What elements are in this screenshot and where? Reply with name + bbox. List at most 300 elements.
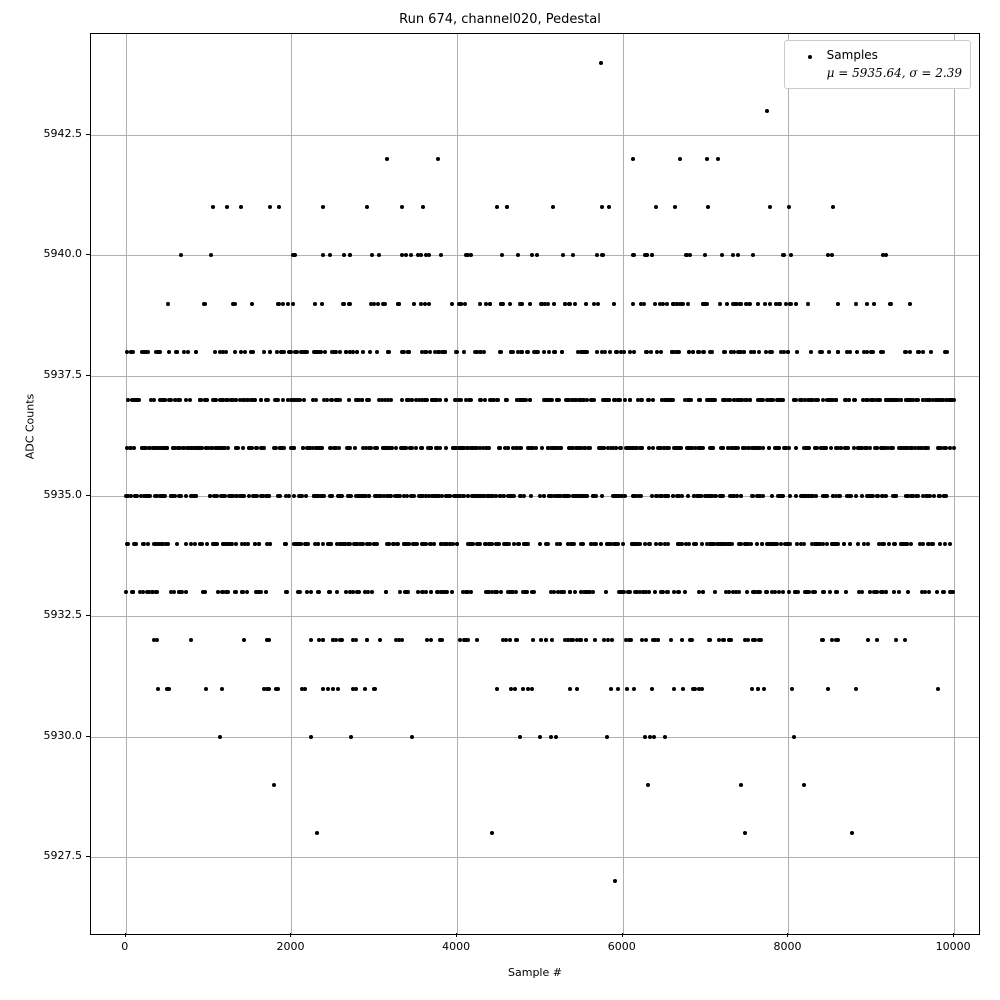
scatter-point bbox=[509, 350, 513, 354]
scatter-point bbox=[586, 446, 590, 450]
scatter-point bbox=[644, 638, 648, 642]
scatter-point bbox=[552, 302, 556, 306]
scatter-point bbox=[309, 735, 313, 739]
scatter-point bbox=[277, 302, 281, 306]
scatter-point bbox=[444, 446, 448, 450]
scatter-point bbox=[788, 494, 792, 498]
scatter-point bbox=[429, 638, 433, 642]
scatter-point bbox=[303, 542, 307, 546]
scatter-point bbox=[681, 687, 685, 691]
scatter-point bbox=[821, 398, 825, 402]
scatter-point bbox=[547, 350, 551, 354]
scatter-point bbox=[745, 590, 749, 594]
scatter-point bbox=[280, 350, 284, 354]
scatter-point bbox=[254, 590, 258, 594]
scatter-point bbox=[671, 398, 675, 402]
scatter-point bbox=[612, 302, 616, 306]
scatter-point bbox=[382, 494, 386, 498]
scatter-point bbox=[653, 590, 657, 594]
scatter-point bbox=[829, 446, 833, 450]
scatter-point bbox=[313, 302, 317, 306]
scatter-point bbox=[794, 494, 798, 498]
scatter-point bbox=[220, 590, 224, 594]
scatter-point bbox=[875, 398, 879, 402]
scatter-point bbox=[268, 350, 272, 354]
scatter-point bbox=[751, 253, 755, 257]
scatter-point bbox=[316, 542, 320, 546]
scatter-point bbox=[166, 302, 170, 306]
scatter-point bbox=[757, 350, 761, 354]
scatter-point bbox=[831, 398, 835, 402]
scatter-point bbox=[542, 494, 546, 498]
scatter-point bbox=[508, 638, 512, 642]
scatter-point bbox=[850, 831, 854, 835]
scatter-point bbox=[758, 446, 762, 450]
scatter-point bbox=[257, 542, 261, 546]
scatter-point bbox=[794, 302, 798, 306]
scatter-point bbox=[133, 494, 137, 498]
scatter-point bbox=[671, 302, 675, 306]
scatter-point bbox=[519, 350, 523, 354]
scatter-point bbox=[616, 687, 620, 691]
scatter-point bbox=[755, 542, 759, 546]
scatter-point bbox=[437, 350, 441, 354]
scatter-point bbox=[377, 253, 381, 257]
scatter-point bbox=[323, 350, 327, 354]
scatter-point bbox=[618, 446, 622, 450]
scatter-point bbox=[367, 494, 371, 498]
scatter-point bbox=[178, 398, 182, 402]
scatter-point bbox=[710, 398, 714, 402]
scatter-point bbox=[203, 590, 207, 594]
scatter-point bbox=[908, 398, 912, 402]
scatter-point bbox=[400, 205, 404, 209]
scatter-point bbox=[338, 350, 342, 354]
scatter-point bbox=[246, 542, 250, 546]
scatter-point bbox=[403, 542, 407, 546]
scatter-point bbox=[517, 542, 521, 546]
scatter-point bbox=[778, 302, 782, 306]
scatter-point bbox=[653, 302, 657, 306]
scatter-point bbox=[948, 542, 952, 546]
scatter-point bbox=[360, 398, 364, 402]
legend-label-samples: Samples bbox=[826, 48, 878, 62]
scatter-point bbox=[550, 638, 554, 642]
scatter-point bbox=[804, 590, 808, 594]
scatter-point bbox=[825, 398, 829, 402]
scatter-point bbox=[421, 205, 425, 209]
scatter-point bbox=[931, 398, 935, 402]
scatter-point bbox=[242, 638, 246, 642]
scatter-point bbox=[938, 494, 942, 498]
scatter-point bbox=[492, 398, 496, 402]
scatter-point bbox=[751, 590, 755, 594]
scatter-point bbox=[508, 302, 512, 306]
scatter-point bbox=[423, 302, 427, 306]
scatter-point bbox=[891, 446, 895, 450]
scatter-point bbox=[756, 398, 760, 402]
scatter-point bbox=[337, 446, 341, 450]
scatter-point bbox=[675, 350, 679, 354]
scatter-point bbox=[720, 253, 724, 257]
scatter-point bbox=[406, 350, 410, 354]
scatter-point bbox=[165, 446, 169, 450]
scatter-point bbox=[827, 350, 831, 354]
scatter-point bbox=[887, 542, 891, 546]
scatter-point bbox=[141, 542, 145, 546]
scatter-point bbox=[184, 494, 188, 498]
scatter-point bbox=[272, 783, 276, 787]
scatter-point bbox=[937, 398, 941, 402]
scatter-point bbox=[802, 783, 806, 787]
scatter-point bbox=[952, 446, 956, 450]
scatter-point bbox=[255, 494, 259, 498]
scatter-point bbox=[262, 350, 266, 354]
scatter-point bbox=[718, 302, 722, 306]
scatter-point bbox=[292, 398, 296, 402]
scatter-point bbox=[680, 638, 684, 642]
scatter-point bbox=[177, 494, 181, 498]
scatter-point bbox=[344, 590, 348, 594]
scatter-point bbox=[357, 590, 361, 594]
scatter-point bbox=[538, 735, 542, 739]
scatter-point bbox=[347, 398, 351, 402]
scatter-point bbox=[266, 398, 270, 402]
scatter-point bbox=[243, 350, 247, 354]
scatter-point bbox=[731, 446, 735, 450]
scatter-point bbox=[906, 494, 910, 498]
scatter-point bbox=[349, 735, 353, 739]
scatter-point bbox=[451, 542, 455, 546]
scatter-point bbox=[559, 446, 563, 450]
scatter-point bbox=[854, 302, 858, 306]
scatter-point bbox=[461, 590, 465, 594]
scatter-point bbox=[246, 398, 250, 402]
scatter-point bbox=[736, 350, 740, 354]
scatter-point bbox=[687, 542, 691, 546]
scatter-point bbox=[253, 542, 257, 546]
scatter-point bbox=[860, 590, 864, 594]
scatter-point bbox=[659, 350, 663, 354]
scatter-point bbox=[726, 446, 730, 450]
scatter-point bbox=[628, 398, 632, 402]
scatter-point bbox=[625, 687, 629, 691]
scatter-point bbox=[834, 446, 838, 450]
scatter-point bbox=[378, 638, 382, 642]
legend-label-stats: μ = 5935.64, σ = 2.39 bbox=[826, 66, 962, 80]
scatter-point bbox=[943, 542, 947, 546]
scatter-point bbox=[884, 590, 888, 594]
scatter-point bbox=[551, 446, 555, 450]
scatter-point bbox=[400, 638, 404, 642]
scatter-point bbox=[711, 446, 715, 450]
scatter-point bbox=[813, 590, 817, 594]
scatter-point bbox=[429, 590, 433, 594]
scatter-point bbox=[756, 687, 760, 691]
scatter-point bbox=[638, 542, 642, 546]
scatter-point bbox=[354, 687, 358, 691]
scatter-point bbox=[846, 446, 850, 450]
scatter-point bbox=[427, 253, 431, 257]
scatter-point bbox=[700, 542, 704, 546]
x-tick bbox=[787, 933, 788, 937]
scatter-point bbox=[260, 494, 264, 498]
scatter-point bbox=[687, 350, 691, 354]
scatter-point bbox=[404, 253, 408, 257]
scatter-point bbox=[662, 446, 666, 450]
scatter-point bbox=[330, 398, 334, 402]
scatter-point bbox=[696, 446, 700, 450]
scatter-point bbox=[790, 687, 794, 691]
scatter-point bbox=[488, 302, 492, 306]
scatter-point bbox=[365, 205, 369, 209]
scatter-point bbox=[672, 687, 676, 691]
scatter-point bbox=[763, 302, 767, 306]
scatter-point bbox=[604, 590, 608, 594]
scatter-point bbox=[852, 446, 856, 450]
scatter-point bbox=[610, 638, 614, 642]
scatter-point bbox=[500, 302, 504, 306]
scatter-point bbox=[673, 205, 677, 209]
scatter-point bbox=[132, 446, 136, 450]
scatter-point bbox=[418, 494, 422, 498]
x-tick bbox=[125, 933, 126, 937]
scatter-point bbox=[571, 253, 575, 257]
scatter-point bbox=[375, 350, 379, 354]
scatter-point bbox=[432, 542, 436, 546]
scatter-point bbox=[205, 542, 209, 546]
scatter-point bbox=[903, 350, 907, 354]
scatter-point bbox=[737, 590, 741, 594]
scatter-point bbox=[241, 446, 245, 450]
scatter-point bbox=[752, 350, 756, 354]
scatter-point bbox=[782, 350, 786, 354]
scatter-point bbox=[647, 398, 651, 402]
scatter-point bbox=[457, 398, 461, 402]
scatter-point bbox=[926, 494, 930, 498]
scatter-point bbox=[743, 831, 747, 835]
scatter-point bbox=[518, 735, 522, 739]
scatter-point bbox=[220, 687, 224, 691]
scatter-point bbox=[126, 494, 130, 498]
scatter-point bbox=[561, 253, 565, 257]
scatter-point bbox=[765, 590, 769, 594]
scatter-point bbox=[678, 157, 682, 161]
scatter-point bbox=[592, 398, 596, 402]
scatter-point bbox=[549, 590, 553, 594]
scatter-point bbox=[762, 687, 766, 691]
scatter-point bbox=[407, 542, 411, 546]
scatter-point bbox=[666, 590, 670, 594]
y-tick-label: 5927.5 bbox=[43, 848, 82, 862]
scatter-point bbox=[179, 253, 183, 257]
scatter-point bbox=[599, 61, 603, 65]
scatter-point bbox=[311, 398, 315, 402]
scatter-point bbox=[725, 302, 729, 306]
scatter-point bbox=[393, 494, 397, 498]
scatter-point bbox=[694, 542, 698, 546]
scatter-point bbox=[860, 494, 864, 498]
scatter-point bbox=[825, 542, 829, 546]
scatter-point bbox=[259, 590, 263, 594]
scatter-point bbox=[629, 638, 633, 642]
scatter-point bbox=[849, 494, 853, 498]
scatter-point bbox=[784, 302, 788, 306]
scatter-point bbox=[342, 253, 346, 257]
scatter-point bbox=[314, 446, 318, 450]
scatter-point bbox=[320, 302, 324, 306]
scatter-point bbox=[884, 253, 888, 257]
legend-marker-dot-icon bbox=[793, 46, 827, 64]
scatter-point bbox=[348, 350, 352, 354]
scatter-point bbox=[321, 687, 325, 691]
y-axis-label: ADC Counts bbox=[23, 393, 37, 460]
scatter-point bbox=[623, 494, 627, 498]
scatter-point bbox=[454, 446, 458, 450]
scatter-point bbox=[338, 494, 342, 498]
scatter-point bbox=[532, 590, 536, 594]
scatter-point bbox=[622, 590, 626, 594]
scatter-point bbox=[687, 446, 691, 450]
scatter-point bbox=[760, 542, 764, 546]
x-tick bbox=[290, 933, 291, 937]
scatter-point bbox=[514, 590, 518, 594]
scatter-point bbox=[923, 590, 927, 594]
scatter-point bbox=[696, 350, 700, 354]
scatter-point bbox=[564, 398, 568, 402]
scatter-point bbox=[528, 398, 532, 402]
scatter-point bbox=[680, 494, 684, 498]
scatter-point bbox=[609, 687, 613, 691]
scatter-point bbox=[436, 157, 440, 161]
scatter-point bbox=[405, 494, 409, 498]
scatter-point bbox=[444, 398, 448, 402]
scatter-point bbox=[184, 542, 188, 546]
scatter-point bbox=[268, 205, 272, 209]
scatter-point bbox=[282, 446, 286, 450]
scatter-point bbox=[950, 398, 954, 402]
scatter-point bbox=[455, 542, 459, 546]
scatter-point bbox=[376, 302, 380, 306]
scatter-point bbox=[843, 398, 847, 402]
scatter-point bbox=[235, 446, 239, 450]
scatter-point bbox=[489, 542, 493, 546]
scatter-point bbox=[165, 687, 169, 691]
scatter-point bbox=[231, 302, 235, 306]
y-tick-label: 5940.0 bbox=[43, 247, 82, 261]
scatter-point bbox=[380, 398, 384, 402]
scatter-point bbox=[600, 494, 604, 498]
scatter-point bbox=[891, 398, 895, 402]
scatter-point bbox=[146, 542, 150, 546]
scatter-point bbox=[643, 542, 647, 546]
scatter-point bbox=[887, 398, 891, 402]
scatter-point bbox=[287, 494, 291, 498]
scatter-point bbox=[821, 542, 825, 546]
scatter-point bbox=[631, 302, 635, 306]
scatter-point bbox=[693, 687, 697, 691]
chart-title: Run 674, channel020, Pedestal bbox=[399, 12, 601, 27]
scatter-point bbox=[398, 590, 402, 594]
scatter-point bbox=[304, 494, 308, 498]
scatter-point bbox=[234, 590, 238, 594]
scatter-point bbox=[400, 398, 404, 402]
scatter-point bbox=[223, 494, 227, 498]
scatter-point bbox=[218, 350, 222, 354]
scatter-point bbox=[462, 446, 466, 450]
scatter-point bbox=[765, 109, 769, 113]
scatter-point bbox=[504, 638, 508, 642]
scatter-point bbox=[265, 494, 269, 498]
scatter-point bbox=[809, 350, 813, 354]
scatter-point bbox=[161, 446, 165, 450]
scatter-point bbox=[654, 542, 658, 546]
scatter-point bbox=[414, 398, 418, 402]
scatter-point bbox=[567, 302, 571, 306]
scatter-point bbox=[766, 542, 770, 546]
scatter-point bbox=[478, 446, 482, 450]
scatter-point bbox=[419, 302, 423, 306]
y-tick bbox=[86, 856, 90, 857]
scatter-point bbox=[366, 398, 370, 402]
scatter-point bbox=[450, 302, 454, 306]
scatter-point bbox=[309, 638, 313, 642]
scatter-point bbox=[351, 590, 355, 594]
scatter-point bbox=[483, 398, 487, 402]
scatter-point bbox=[736, 253, 740, 257]
scatter-point bbox=[356, 494, 360, 498]
scatter-point bbox=[385, 157, 389, 161]
scatter-point bbox=[613, 879, 617, 883]
scatter-point bbox=[777, 446, 781, 450]
scatter-point bbox=[764, 350, 768, 354]
scatter-point bbox=[929, 350, 933, 354]
scatter-point bbox=[634, 494, 638, 498]
scatter-point bbox=[443, 350, 447, 354]
scatter-point bbox=[321, 253, 325, 257]
scatter-point bbox=[679, 542, 683, 546]
scatter-point bbox=[798, 398, 802, 402]
scatter-point bbox=[906, 590, 910, 594]
scatter-point bbox=[601, 398, 605, 402]
scatter-point bbox=[650, 253, 654, 257]
scatter-point bbox=[336, 687, 340, 691]
scatter-point bbox=[806, 302, 810, 306]
scatter-point bbox=[644, 350, 648, 354]
scatter-point bbox=[419, 253, 423, 257]
scatter-point bbox=[368, 350, 372, 354]
scatter-point bbox=[495, 205, 499, 209]
scatter-point bbox=[584, 302, 588, 306]
scatter-point bbox=[445, 590, 449, 594]
scatter-point bbox=[848, 542, 852, 546]
scatter-point bbox=[209, 446, 213, 450]
scatter-point bbox=[196, 446, 200, 450]
scatter-point bbox=[455, 350, 459, 354]
scatter-point bbox=[767, 446, 771, 450]
scatter-point bbox=[787, 590, 791, 594]
scatter-point bbox=[666, 542, 670, 546]
scatter-point bbox=[627, 590, 631, 594]
scatter-point bbox=[596, 302, 600, 306]
scatter-point bbox=[868, 446, 872, 450]
scatter-point bbox=[780, 398, 784, 402]
scatter-point bbox=[505, 205, 509, 209]
scatter-point bbox=[261, 446, 265, 450]
scatter-point bbox=[795, 350, 799, 354]
scatter-point bbox=[591, 590, 595, 594]
scatter-point bbox=[651, 446, 655, 450]
